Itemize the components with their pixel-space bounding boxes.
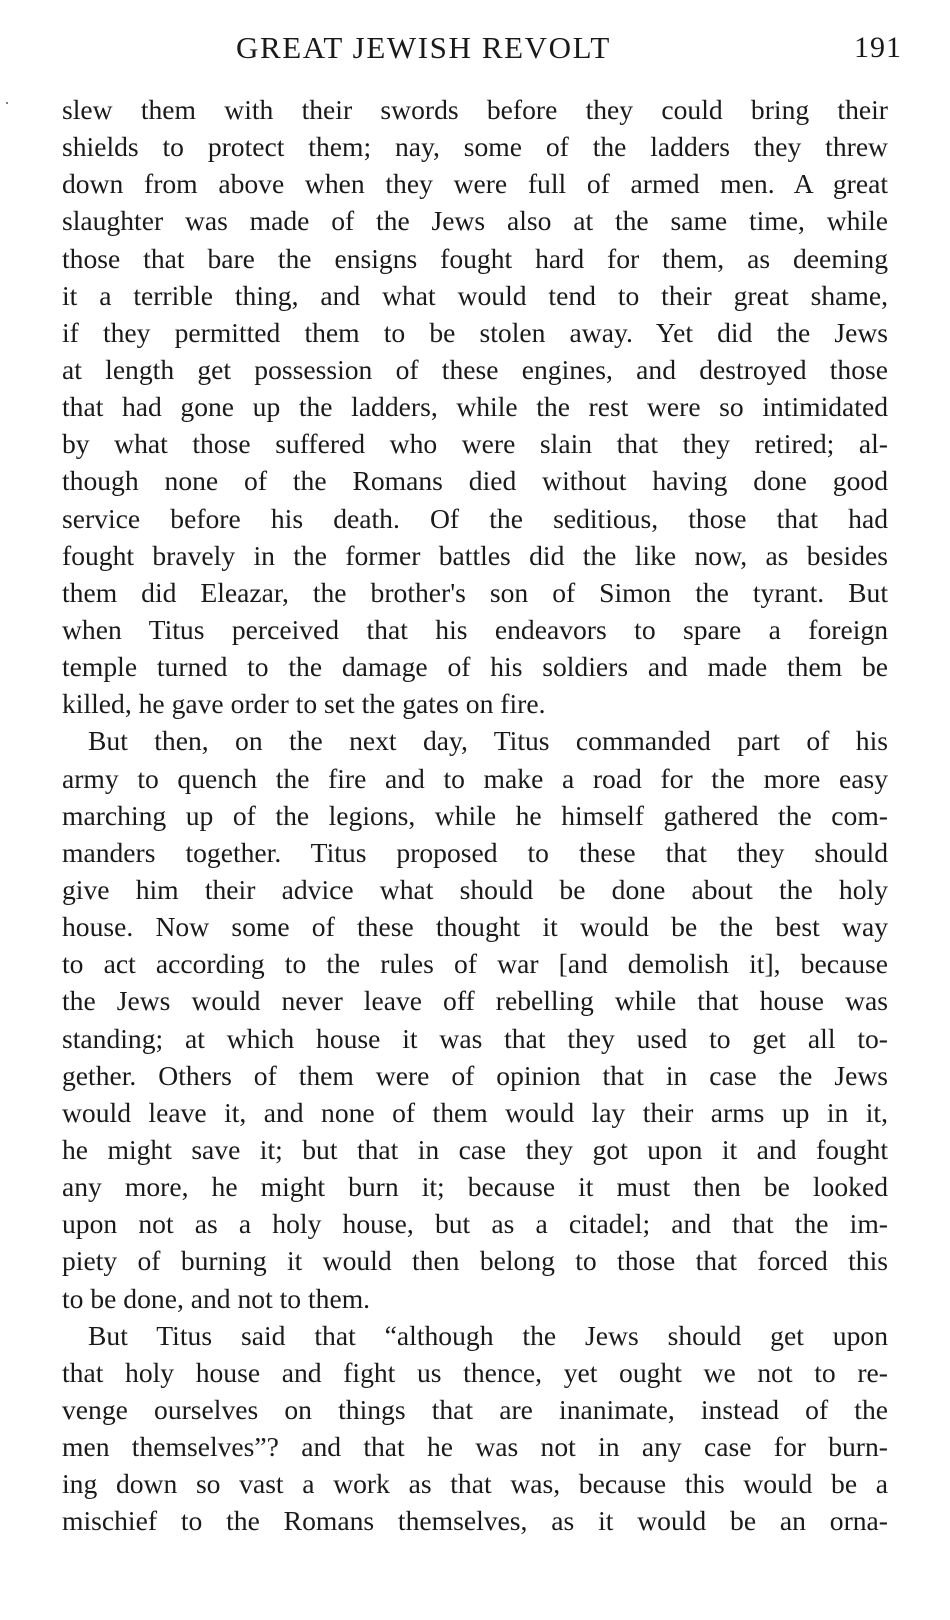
text-line: that had gone up the ladders, while the rest were so intimidated: [62, 391, 888, 423]
body-text: [62, 91, 888, 1539]
text-line: give him their advice what should be done about the holy: [62, 873, 888, 905]
text-line: those that bare the ensigns fought hard for them, as deeming: [62, 242, 888, 274]
text-line: manders together. Titus proposed to these that they should: [62, 836, 888, 868]
text-line: men themselves”? and that he was not in any case for burn-: [62, 1431, 888, 1463]
text-line: to be done, and not to them.: [62, 1282, 371, 1314]
text-line: at length get possession of these engines, and destroyed those: [62, 353, 888, 385]
text-line: fought bravely in the former battles did the like now, as besides: [62, 539, 888, 571]
text-line: when Titus perceived that his endeavors to spare a foreign: [62, 613, 888, 645]
text-line: marching up of the legions, while he himself gathered the com-: [62, 799, 888, 831]
text-line: down from above when they were full of armed men. A great: [62, 168, 888, 200]
text-line: the Jews would never leave off rebelling while that house was: [62, 985, 888, 1017]
text-line: them did Eleazar, the brother's son of Simon the tyrant. But: [62, 576, 888, 608]
text-line: venge ourselves on things that are inanimate, instead of the: [62, 1393, 888, 1425]
text-line: to act according to the rules of war [and demolish it], because: [62, 948, 888, 980]
text-line: shields to protect them; nay, some of the ladders they threw: [62, 131, 888, 163]
text-line: service before his death. Of the seditious, those that had: [62, 502, 888, 534]
text-line: standing; at which house it was that they used to get all to-: [62, 1022, 888, 1054]
text-line: would leave it, and none of them would lay their arms up in it,: [62, 1096, 888, 1128]
text-line: mischief to the Romans themselves, as it would be an orna-: [62, 1505, 888, 1537]
running-head: [0, 28, 950, 68]
text-line: upon not as a holy house, but as a citadel; and that the im-: [62, 1208, 888, 1240]
text-line: he might save it; but that in case they got upon it and fought: [62, 1133, 888, 1165]
text-line: army to quench the fire and to make a road for the more easy: [62, 762, 888, 794]
running-title: GREAT JEWISH REVOLT: [236, 30, 611, 65]
paragraph: [62, 91, 888, 722]
text-line: gether. Others of them were of opinion that in case the Jews: [62, 1059, 888, 1091]
text-line: But Titus said that “although the Jews should get upon: [88, 1319, 888, 1351]
text-line: ing down so vast a work as that was, because this would be a: [62, 1468, 888, 1500]
text-line: But then, on the next day, Titus commanded part of his: [88, 725, 888, 757]
text-line: killed, he gave order to set the gates on fire.: [62, 688, 546, 720]
text-line: any more, he might burn it; because it must then be looked: [62, 1171, 888, 1203]
text-line: slew them with their swords before they could bring their: [62, 94, 888, 125]
text-line: slaughter was made of the Jews also at the same time, while: [62, 205, 888, 237]
text-line: house. Now some of these thought it would be the best way: [62, 911, 888, 943]
text-line: though none of the Romans died without having done good: [62, 465, 888, 497]
text-line: that holy house and fight us thence, yet ought we not to re-: [62, 1356, 888, 1388]
paragraph: [62, 1317, 888, 1540]
text-line: temple turned to the damage of his soldiers and made them be: [62, 651, 888, 683]
text-line: piety of burning it would then belong to those that forced this: [62, 1245, 888, 1277]
text-line: by what those suffered who were slain that they retired; al-: [62, 428, 888, 460]
paragraph: [62, 722, 888, 1316]
page-number: 191: [854, 31, 902, 64]
scan-speck: [6, 102, 8, 104]
text-line: if they permitted them to be stolen away. Yet did the Jews: [62, 316, 888, 348]
text-line: it a terrible thing, and what would tend to their great shame,: [62, 279, 888, 311]
